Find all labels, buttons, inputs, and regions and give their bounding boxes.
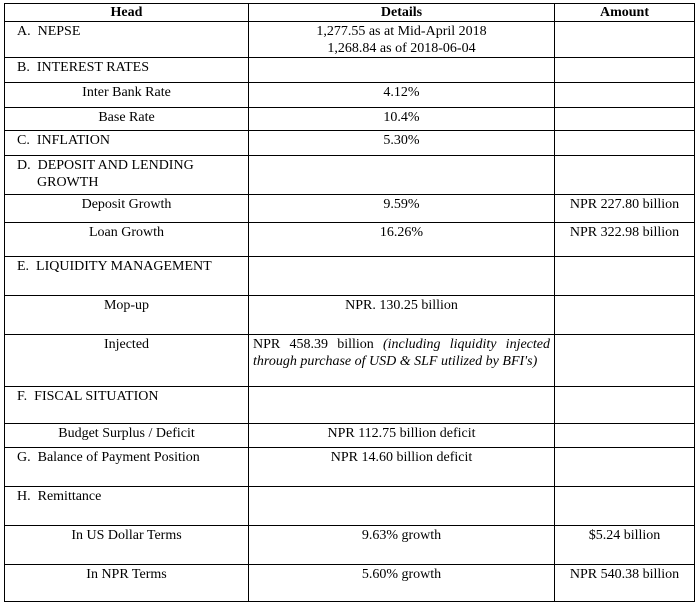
- table-row: [5, 108, 695, 131]
- section-head: H. Remittance: [5, 487, 249, 526]
- row-details: NPR 14.60 billion deficit: [249, 448, 555, 487]
- row-amount: [555, 108, 695, 131]
- section-head: B. INTEREST RATES: [5, 58, 249, 83]
- row-amount: [555, 335, 695, 387]
- row-amount: [555, 156, 695, 195]
- table-row: [5, 387, 695, 424]
- header-amount: Amount: [555, 4, 695, 22]
- row-amount: [555, 257, 695, 296]
- row-details: 10.4%: [249, 108, 555, 131]
- row-details: 5.30%: [249, 131, 555, 156]
- header-details: Details: [249, 4, 555, 22]
- table-row: [5, 22, 695, 58]
- row-amount: [555, 296, 695, 335]
- row-details: NPR. 130.25 billion: [249, 296, 555, 335]
- table-row: [5, 448, 695, 487]
- details-line: 1,277.55 as at Mid-April 2018: [316, 24, 487, 39]
- table-row: [5, 156, 695, 195]
- row-head: Loan Growth: [5, 223, 249, 257]
- row-head: Budget Surplus / Deficit: [5, 424, 249, 448]
- row-amount: [555, 487, 695, 526]
- row-details: 5.60% growth: [249, 565, 555, 602]
- row-amount: [555, 387, 695, 424]
- row-head: Base Rate: [5, 108, 249, 131]
- row-head: Deposit Growth: [5, 195, 249, 223]
- row-amount: NPR 322.98 billion: [555, 223, 695, 257]
- row-head: Injected: [5, 335, 249, 387]
- section-head: E. LIQUIDITY MANAGEMENT: [5, 257, 249, 296]
- row-details: 4.12%: [249, 83, 555, 108]
- row-details: [249, 22, 555, 58]
- table-row: [5, 335, 695, 387]
- row-amount: NPR 540.38 billion: [555, 565, 695, 602]
- table-row: [5, 257, 695, 296]
- row-details: 9.59%: [249, 195, 555, 223]
- row-amount: $5.24 billion: [555, 526, 695, 565]
- table-row: [5, 424, 695, 448]
- table-row: [5, 58, 695, 83]
- row-details: [249, 156, 555, 195]
- row-amount: [555, 22, 695, 58]
- row-details: [249, 487, 555, 526]
- details-main: NPR 458.39 billion: [253, 337, 383, 352]
- row-details: [249, 257, 555, 296]
- row-details: 9.63% growth: [249, 526, 555, 565]
- row-amount: [555, 448, 695, 487]
- table-row: [5, 526, 695, 565]
- table-row: [5, 131, 695, 156]
- row-head: In NPR Terms: [5, 565, 249, 602]
- details-line: 1,268.84 as of 2018-06-04: [327, 41, 476, 56]
- table-row: [5, 195, 695, 223]
- row-details: NPR 112.75 billion deficit: [249, 424, 555, 448]
- row-details: [249, 58, 555, 83]
- row-amount: NPR 227.80 billion: [555, 195, 695, 223]
- table-row: [5, 296, 695, 335]
- table-row: [5, 223, 695, 257]
- row-head: C. INFLATION: [5, 131, 249, 156]
- row-amount: [555, 83, 695, 108]
- table-row: [5, 83, 695, 108]
- row-head: Inter Bank Rate: [5, 83, 249, 108]
- section-head: F. FISCAL SITUATION: [5, 387, 249, 424]
- row-head: A. NEPSE: [5, 22, 249, 58]
- section-head: D. DEPOSIT AND LENDING GROWTH: [5, 156, 249, 195]
- row-details: 16.26%: [249, 223, 555, 257]
- row-amount: [555, 58, 695, 83]
- details-note: (including liquidity injected through purchase of USD & SLF utilized by BFI's): [253, 337, 550, 369]
- row-head: G. Balance of Payment Position: [5, 448, 249, 487]
- row-details: [249, 335, 555, 387]
- table-row: [5, 487, 695, 526]
- row-head: Mop-up: [5, 296, 249, 335]
- header-head: Head: [5, 4, 249, 22]
- row-details: [249, 387, 555, 424]
- header-row: [5, 4, 695, 22]
- row-amount: [555, 424, 695, 448]
- row-head: In US Dollar Terms: [5, 526, 249, 565]
- economic-indicators-table: [4, 3, 695, 602]
- table-row: [5, 565, 695, 602]
- row-amount: [555, 131, 695, 156]
